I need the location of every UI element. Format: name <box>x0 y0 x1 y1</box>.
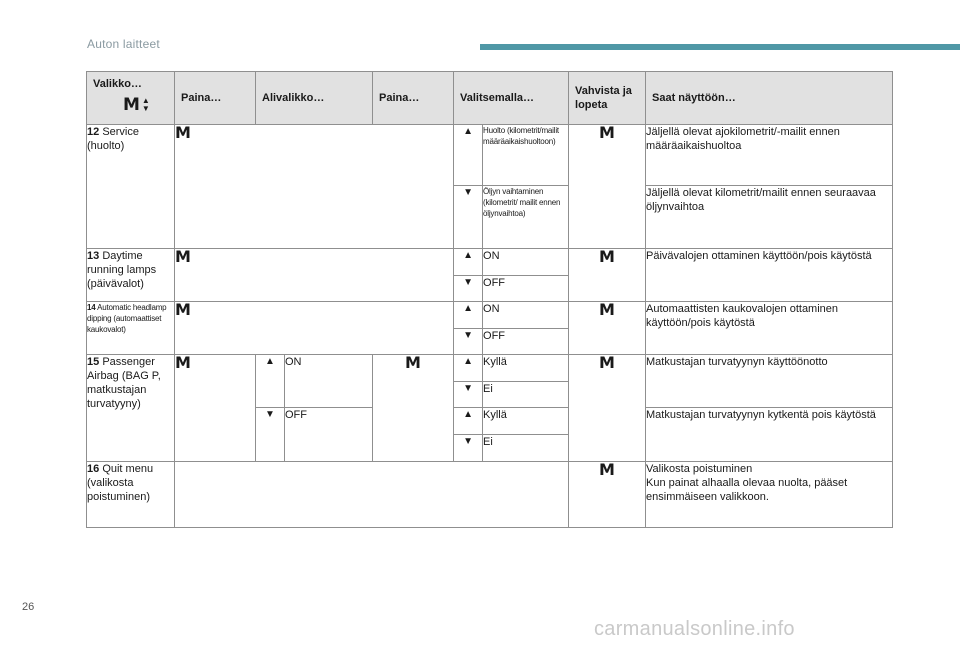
table-row <box>87 302 893 329</box>
header-menu-label: Valikko… <box>93 78 142 90</box>
header-select: Valitsemalla… <box>454 72 569 125</box>
watermark: carmanualsonline.info <box>594 618 795 640</box>
arrow-down-icon: ▼ <box>454 435 483 462</box>
section-header-bar <box>480 44 960 50</box>
arrow-up-icon: ▲ <box>454 355 483 382</box>
menu-table <box>86 71 893 528</box>
menu-passenger-airbag: 15 Passenger Airbag (BAG P, matkustajan turvatyyny) <box>87 355 175 462</box>
m-button-icon: M <box>175 300 191 319</box>
option-on: ON <box>483 302 569 329</box>
menu-label: Daytime running lamps (päivävalot) <box>87 250 157 290</box>
press-m-cell <box>175 302 454 355</box>
option-service: Huolto (kilometrit/mailit määräaikaishuoltoon) <box>483 125 569 186</box>
result-quit-title: Valikosta poistuminen <box>646 463 753 475</box>
option-no: Ei <box>483 382 569 408</box>
option-off: OFF <box>483 276 569 302</box>
menu-service: 12 Service (huolto) <box>87 125 175 249</box>
header-submenu: Alivalikko… <box>256 72 373 125</box>
m-button-icon: M <box>599 460 615 479</box>
result-airbag-off: Matkustajan turvatyynyn kytkentä pois käytöstä <box>646 408 893 462</box>
result-service: Jäljellä olevat ajokilometrit/-mailit ennen määräaikaishuoltoa <box>646 125 893 186</box>
arrow-up-icon: ▲ <box>454 125 483 186</box>
option-yes: Kyllä <box>483 355 569 382</box>
result-auto-headlamp: Automaattisten kaukovalojen ottaminen käyttöön/pois käytöstä <box>646 302 893 355</box>
menu-label: Automatic headlamp dipping (automaattiset kaukovalot) <box>87 303 167 334</box>
m-button-icon: M <box>175 353 191 372</box>
header-display: Saat näyttöön… <box>646 72 893 125</box>
arrow-down-icon: ▼ <box>454 382 483 408</box>
submenu-on: ON <box>285 355 373 408</box>
option-no: Ei <box>483 435 569 462</box>
m-button-icon: M <box>599 123 615 142</box>
menu-auto-headlamp: 14 Automatic headlamp dipping (automaattiset kaukovalot) <box>87 302 175 355</box>
result-quit-desc: Kun painat alhaalla olevaa nuolta, pääset ensimmäiseen valikkoon. <box>646 477 848 503</box>
press-m-cell <box>175 249 454 302</box>
table-row <box>87 249 893 276</box>
m-button-icon: M <box>599 247 615 266</box>
option-oil-change: Öljyn vaihtaminen (kilometrit/ mailit ennen öljynvaihtoa) <box>483 186 569 249</box>
arrow-up-icon: ▲ <box>256 355 285 408</box>
confirm-m-cell <box>569 462 646 528</box>
m-up-down-icon <box>123 97 150 113</box>
menu-daytime-lamps: 13 Daytime running lamps (päivävalot) <box>87 249 175 302</box>
arrow-down-icon: ▼ <box>454 186 483 249</box>
result-daytime-lamps: Päivävalojen ottaminen käyttöön/pois käytöstä <box>646 249 893 302</box>
arrow-down-icon: ▼ <box>141 104 150 113</box>
confirm-m-cell <box>569 302 646 355</box>
confirm-m-cell <box>569 249 646 302</box>
press-m-cell <box>175 355 256 462</box>
table-row <box>87 355 893 382</box>
option-off: OFF <box>483 329 569 355</box>
m-button-icon: M <box>175 247 191 266</box>
header-confirm: Vahvista ja lopeta <box>569 72 646 125</box>
menu-label: Service (huolto) <box>87 126 139 152</box>
arrow-up-icon: ▲ <box>454 249 483 276</box>
section-title: Auton laitteet <box>87 37 160 51</box>
option-yes: Kyllä <box>483 408 569 435</box>
press-m-cell <box>175 125 454 249</box>
result-oil-change: Jäljellä olevat kilometrit/mailit ennen seuraavaa öljynvaihtoa <box>646 186 893 249</box>
empty-cell <box>175 462 569 528</box>
m-button-icon: M <box>123 95 140 115</box>
header-press-2: Paina… <box>373 72 454 125</box>
m-button-icon: M <box>599 300 615 319</box>
arrow-up-icon: ▲ <box>141 96 150 105</box>
menu-label: Quit menu (valikosta poistuminen) <box>87 463 154 503</box>
header-menu <box>87 72 175 125</box>
header-press-1: Paina… <box>175 72 256 125</box>
option-on: ON <box>483 249 569 276</box>
arrow-down-icon: ▼ <box>454 329 483 355</box>
m-button-icon: M <box>405 353 421 372</box>
confirm-m-cell <box>569 355 646 462</box>
page-number: 26 <box>22 601 35 613</box>
m-button-icon: M <box>599 353 615 372</box>
menu-quit: 16 Quit menu (valikosta poistuminen) <box>87 462 175 528</box>
menu-label: Passenger Airbag (BAG P, matkustajan turvatyyny) <box>87 356 161 410</box>
table-row <box>87 125 893 186</box>
table-header-row <box>87 72 893 125</box>
arrow-up-icon: ▲ <box>454 302 483 329</box>
result-quit <box>646 462 893 528</box>
result-airbag-on: Matkustajan turvatyynyn käyttöönotto <box>646 355 893 408</box>
m-button-icon: M <box>175 123 191 142</box>
arrow-down-icon: ▼ <box>256 408 285 462</box>
arrow-down-icon: ▼ <box>454 276 483 302</box>
press-m-cell-2 <box>373 355 454 462</box>
confirm-m-cell <box>569 125 646 249</box>
table-row <box>87 462 893 528</box>
submenu-off: OFF <box>285 408 373 462</box>
arrow-up-icon: ▲ <box>454 408 483 435</box>
